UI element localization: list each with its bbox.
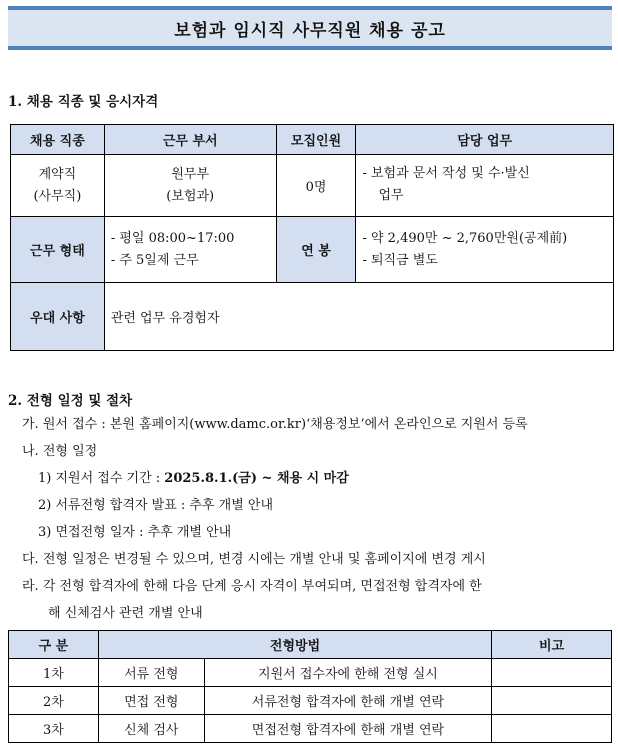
title-banner [8, 6, 612, 50]
salary-line2: - 퇴직금 별도 [362, 252, 438, 268]
header-note: 비고 [492, 631, 612, 659]
pref-label: 우대 사항 [11, 283, 105, 351]
job-type-line1: 계약직 [38, 166, 77, 182]
row-name: 서류 전형 [98, 659, 204, 687]
item-ga: 가. 원서 접수 : 본원 홈페이지(www.damc.or.kr)‘채용정보’에서 온라인으로 지원서 등록 [22, 417, 528, 432]
salary-line1: - 약 2,490만 ~ 2,760만원(공제前) [362, 230, 568, 246]
header-duty: 담당 업무 [356, 125, 614, 155]
header-step: 구 분 [9, 631, 99, 659]
row-name: 면접 전형 [98, 687, 204, 715]
item-na-sub1 [38, 467, 349, 486]
dept-line2: (보험과) [166, 188, 215, 204]
row-step: 1차 [9, 659, 99, 687]
section1-heading: 1. 채용 직종 및 응시자격 [8, 94, 159, 110]
item-ra-line2: 해 신체검사 관련 개별 안내 [48, 606, 203, 621]
row-note [492, 715, 612, 743]
item-na: 나. 전형 일정 [22, 444, 98, 459]
table-row [9, 687, 612, 715]
duty-line2: 업무 [378, 188, 404, 203]
header-department: 근무 부서 [104, 125, 276, 155]
cell-duty [356, 155, 614, 217]
table-row [9, 715, 612, 743]
page-title: 보험과 임시직 사무직원 채용 공고 [174, 20, 446, 41]
cell-salary [356, 217, 614, 283]
recruitment-table [10, 124, 614, 351]
cell-pref: 관련 업무 유경험자 [104, 283, 613, 351]
row-desc: 면접전형 합격자에 한해 개별 연락 [204, 715, 492, 743]
sub1-period: 2025.8.1.(금) ~ 채용 시 마감 [164, 471, 349, 486]
row-note [492, 687, 612, 715]
section2-heading: 2. 전형 일정 및 절차 [8, 393, 133, 409]
table-row [9, 659, 612, 687]
dept-line1: 원무부 [171, 166, 210, 182]
row-name: 신체 검사 [98, 715, 204, 743]
work-form-label: 근무 형태 [11, 217, 105, 283]
item-na-sub2: 2) 서류전형 합격자 발표 : 추후 개별 안내 [38, 498, 274, 513]
header-count: 모집인원 [276, 125, 356, 155]
row-step: 2차 [9, 687, 99, 715]
cell-count: 0명 [276, 155, 356, 217]
work-form-line2: - 주 5일제 근무 [110, 252, 199, 268]
job-type-line2: (사무직) [33, 188, 82, 204]
row-step: 3차 [9, 715, 99, 743]
item-ra-line1: 라. 각 전형 합격자에 한해 다음 단계 응시 자격이 부여되며, 면접전형 합격자에 한 [22, 579, 482, 594]
process-table [8, 630, 612, 743]
duty-line1: - 보험과 문서 작성 및 수·발신 [362, 166, 530, 181]
salary-label: 연 봉 [276, 217, 356, 283]
sub1-prefix: 1) 지원서 접수 기간 : [38, 471, 165, 486]
item-na-sub3: 3) 면접전형 일자 : 추후 개별 안내 [38, 525, 232, 540]
cell-department [104, 155, 276, 217]
header-method: 전형방법 [98, 631, 491, 659]
row-note [492, 659, 612, 687]
cell-job-type [11, 155, 105, 217]
row-desc: 서류전형 합격자에 한해 개별 연락 [204, 687, 492, 715]
cell-work-form [104, 217, 276, 283]
header-job-type: 채용 직종 [11, 125, 105, 155]
row-desc: 지원서 접수자에 한해 전형 실시 [204, 659, 492, 687]
work-form-line1: - 평일 08:00~17:00 [110, 230, 235, 246]
item-da: 다. 전형 일정은 변경될 수 있으며, 변경 시에는 개별 안내 및 홈페이지에 변경 게시 [22, 552, 486, 567]
